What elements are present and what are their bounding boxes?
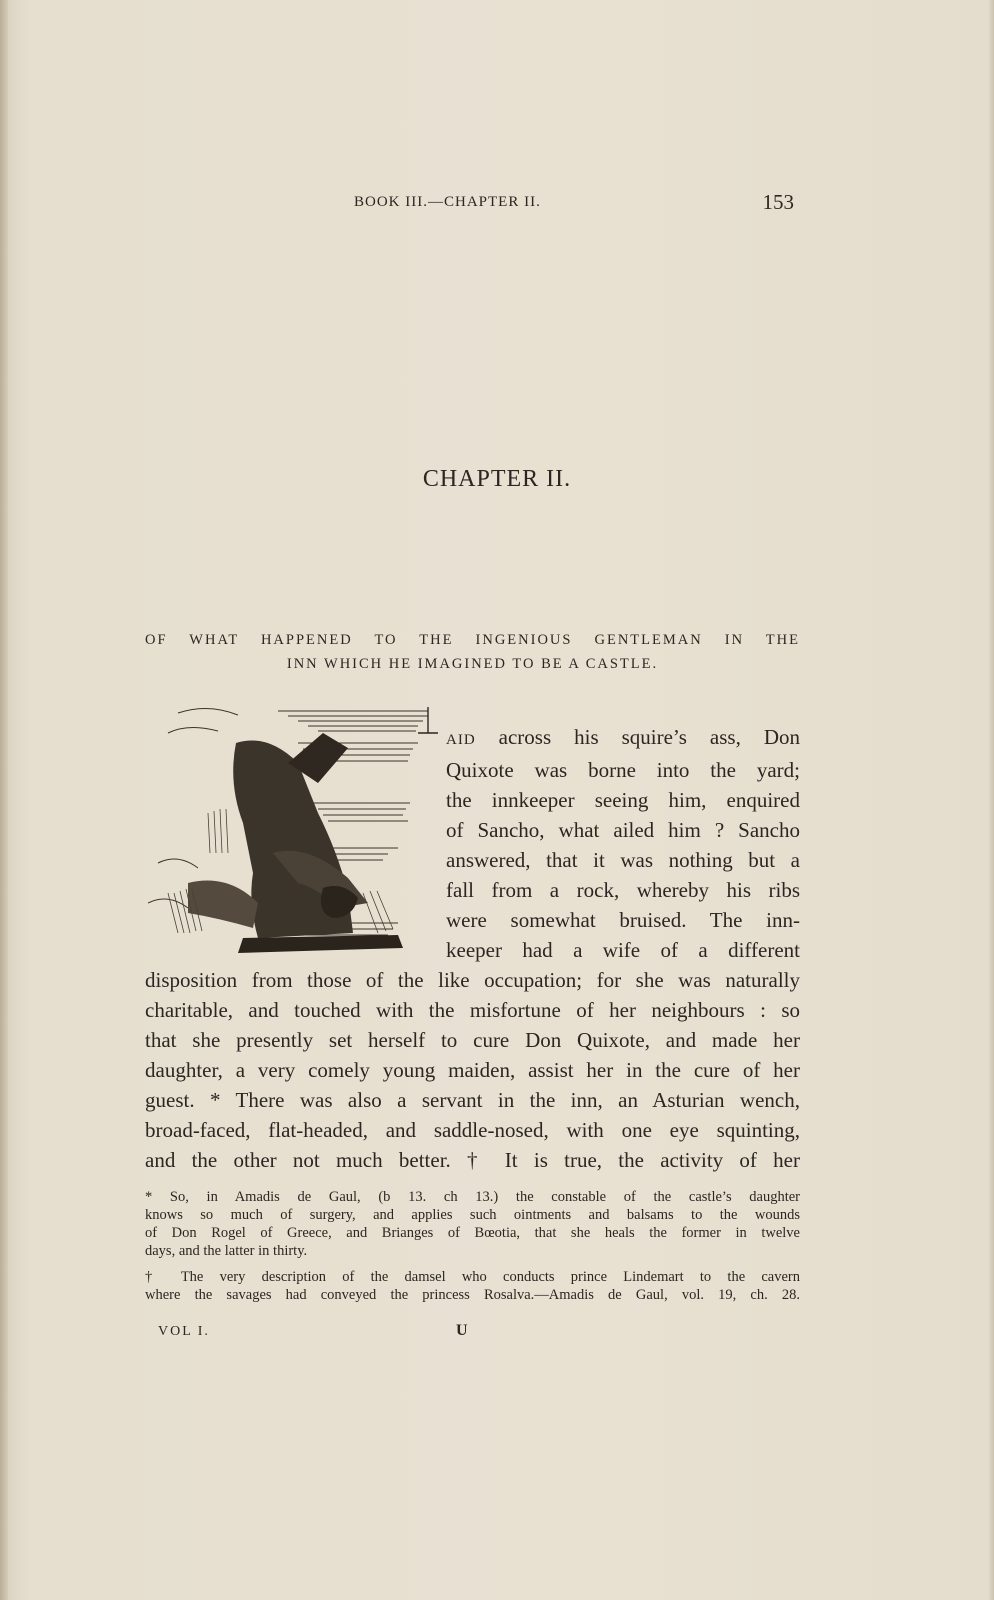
footnote-2 — [145, 1268, 800, 1304]
signature-line — [158, 1322, 488, 1344]
body-line: guest. * There was also a servant in the inn, an Asturian wench, — [145, 1088, 800, 1112]
body-line: answered, that it was nothing but a — [446, 848, 800, 872]
chapter-title: CHAPTER II. — [422, 466, 572, 492]
signature-mark: U — [456, 1322, 468, 1339]
body-line: were somewhat bruised. The inn- — [446, 908, 800, 932]
body-line: fall from a rock, whereby his ribs — [446, 878, 800, 902]
volume-label: VOL I. — [158, 1324, 210, 1339]
running-head — [354, 190, 794, 216]
footnote-line: days, and the latter in thirty. — [145, 1243, 308, 1259]
body-line: the innkeeper seeing him, enquired — [446, 788, 800, 812]
footnote-line: of Don Rogel of Greece, and Brianges of Bœotia, that she heals the former in twelve — [145, 1225, 800, 1241]
body-line: charitable, and touched with the misfortune of her neighbours : so — [145, 998, 800, 1022]
body-line — [446, 722, 800, 755]
subtitle-line-1: OF WHAT HAPPENED TO THE INGENIOUS GENTLEMAN IN THE — [145, 632, 800, 648]
page-number: 153 — [762, 190, 794, 214]
body-line: disposition from those of the like occupation; for she was naturally — [145, 968, 800, 992]
body-line: of Sancho, what ailed him ? Sancho — [446, 818, 800, 842]
body-line: keeper had a wife of a different — [446, 938, 800, 962]
footnote-line: * So, in Amadis de Gaul, (b 13. ch 13.) the constable of the castle’s daughter — [145, 1189, 800, 1205]
initial-small-caps: AID — [446, 732, 476, 748]
footnote-line: knows so much of surgery, and applies such ointments and balsams to the wounds — [145, 1207, 800, 1223]
binding-edge — [0, 0, 8, 1600]
chapter-subtitle — [145, 628, 800, 676]
body-line: and the other not much better. † It is true, the activity of her — [145, 1148, 800, 1172]
body-line: daughter, a very comely young maiden, assist her in the cure of her — [145, 1058, 800, 1082]
footnote-1 — [145, 1188, 800, 1260]
body-line: that she presently set herself to cure Don Quixote, and made her — [145, 1028, 800, 1052]
running-head-title: BOOK III.—CHAPTER II. — [354, 194, 541, 210]
subtitle-line-2: INN WHICH HE IMAGINED TO BE A CASTLE. — [286, 656, 659, 672]
body-text — [145, 722, 800, 1175]
footnotes — [145, 1188, 800, 1304]
body-line: Quixote was borne into the yard; — [446, 758, 800, 782]
footnote-line: † The very description of the damsel who conducts prince Lindemart to the cavern — [145, 1269, 800, 1285]
body-line-text: across his squire’s ass, Don — [498, 725, 800, 749]
footnote-line: where the savages had conveyed the princess Rosalva.—Amadis de Gaul, vol. 19, ch. 28. — [145, 1287, 800, 1303]
body-line: broad-faced, flat-headed, and saddle-nosed, with one eye squinting, — [145, 1118, 800, 1142]
page-edge — [988, 0, 994, 1600]
